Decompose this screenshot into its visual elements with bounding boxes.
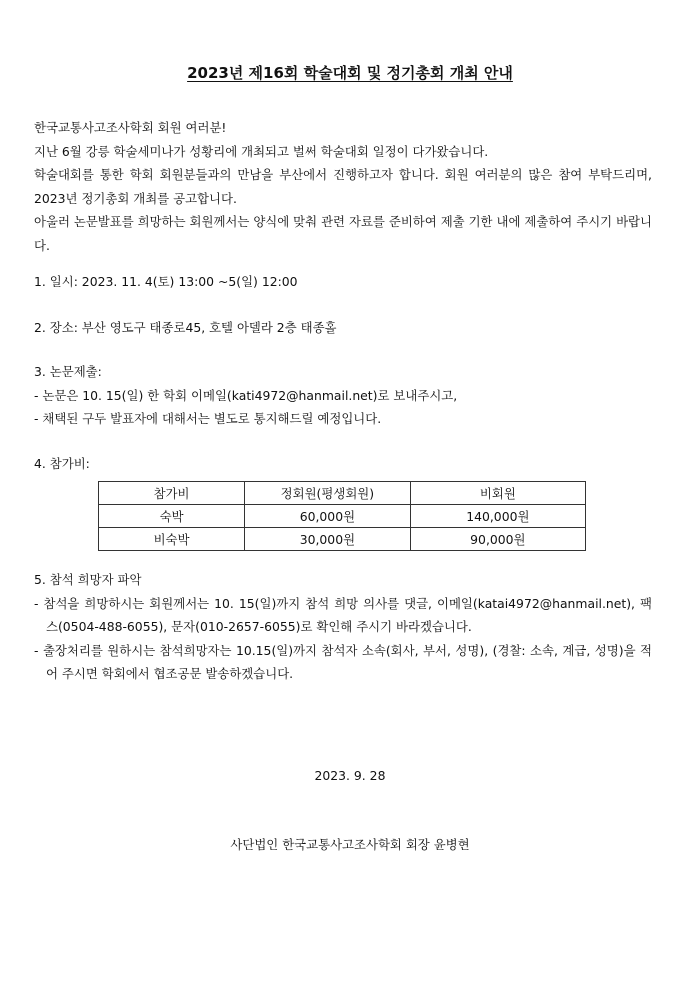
attendance-item-2: - 출장처리를 원하시는 참석희망자는 10.15(일)까지 참석자 소속(회사, 부서, 성명), (경찰: 소속, 계급, 성명)을 적어 주시면 학회에서 협조공문 발송하겠습니다. xyxy=(34,642,652,681)
table-header-cell: 비회원 xyxy=(410,482,585,505)
schedule-text: 1. 일시: 2023. 11. 4(토) 13:00 ~5(일) 12:00 xyxy=(34,274,298,289)
paper-item-2: - 채택된 구두 발표자에 대해서는 별도로 통지해드릴 예정입니다. xyxy=(34,411,382,426)
section-paper-submission xyxy=(34,360,652,431)
table-header-cell: 참가비 xyxy=(99,482,245,505)
signature: 사단법인 한국교통사고조사학회 회장 윤병현 xyxy=(230,837,470,852)
intro-paragraph-1: 지난 6월 강릉 학술세미나가 성황리에 개최되고 벌써 학술대회 일정이 다가왔습니다. xyxy=(34,143,489,159)
table-row xyxy=(99,528,586,551)
section-venue xyxy=(34,316,652,340)
venue-text: 2. 장소: 부산 영도구 태종로45, 호텔 아델라 2층 태종홀 xyxy=(34,320,337,335)
document-date: 2023. 9. 28 xyxy=(314,768,386,783)
table-cell: 140,000원 xyxy=(410,505,585,528)
title-text: 2023년 제16회 학술대회 및 정기총회 개최 안내 xyxy=(187,64,513,82)
intro-section xyxy=(34,116,652,257)
section-schedule xyxy=(34,270,652,294)
table-cell: 90,000원 xyxy=(410,528,585,551)
fee-table xyxy=(98,481,586,551)
intro-paragraph-3: 아울러 논문발표를 희망하는 회원께서는 양식에 맞춰 관련 자료를 준비하여 제출 기한 내에 제출하여 주시기 바랍니다. xyxy=(34,214,652,253)
paper-item-1: - 논문은 10. 15(일) 한 학회 이메일(kati4972@hanmail.net)로 보내주시고, xyxy=(34,387,458,403)
table-cell: 비숙박 xyxy=(99,528,245,551)
greeting: 한국교통사고조사학회 회원 여러분! xyxy=(34,120,227,135)
table-cell: 숙박 xyxy=(99,505,245,528)
attendance-heading: 5. 참석 희망자 파악 xyxy=(34,572,142,587)
table-cell: 30,000원 xyxy=(245,528,411,551)
table-cell: 60,000원 xyxy=(245,505,411,528)
table-row xyxy=(99,505,586,528)
fee-heading: 4. 참가비: xyxy=(34,456,90,471)
paper-heading: 3. 논문제출: xyxy=(34,364,102,379)
section-attendance xyxy=(34,568,652,686)
document-title xyxy=(0,62,700,83)
section-fee-heading xyxy=(34,452,652,476)
table-header-row xyxy=(99,482,586,505)
table-header-cell: 정회원(평생회원) xyxy=(245,482,411,505)
intro-paragraph-2: 학술대회를 통한 학회 회원분들과의 만남을 부산에서 진행하고자 합니다. 회원 여러분의 많은 참여 부탁드리며, 2023년 정기총회 개최를 공고합니다. xyxy=(34,167,652,206)
attendance-item-1: - 참석을 희망하시는 회원께서는 10. 15(일)까지 참석 희망 의사를 댓글, 이메일(katai4972@hanmail.net), 팩스(0504-488-6055), 문자(010-2657-6055)로 확인해 주시기 바라겠습니다. xyxy=(34,595,652,634)
